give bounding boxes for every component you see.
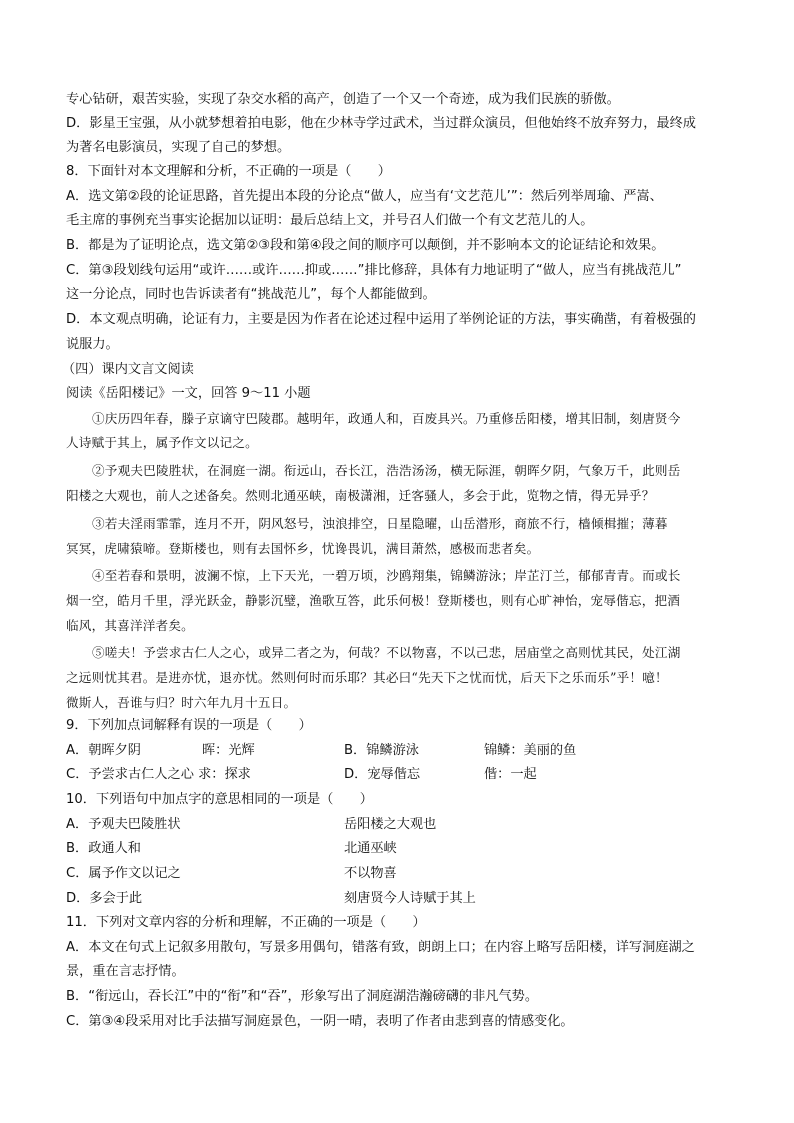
q8-option-a-line-2: 毛主席的事例充当事实论据加以证明：最后总结上文，并号召人们做一个有文艺范儿的人。 [66, 213, 594, 228]
q9-option-a-word: A．朝晖夕阴 [66, 743, 141, 758]
q10-option-a-right: 岳阳楼之大观也 [344, 817, 437, 832]
passage-p2-line-2: 阳楼之大观也，前人之述备矣。然则北通巫峡，南极潇湘，迁客骚人，多会于此，览物之情，得无异乎？ [66, 488, 655, 503]
q11-option-b: B．“衔远山，吞长江”中的“衔”和“吞”，形象写出了洞庭湖浩瀚磅礴的非凡气势。 [66, 989, 539, 1004]
q8-option-d-line-2: 说服力。 [66, 337, 119, 352]
q8-option-a-line-1: A．选文第②段的论证思路，首先提出本段的分论点“做人，应当有‘文艺范儿’”：然后列举周瑜、严嵩、 [66, 189, 663, 204]
q10-option-a-left: A．予观夫巴陵胜状 [66, 817, 181, 832]
q8-option-c-line-2: 这一分论点，同时也告诉读者有“挑战范儿”，每个人都能做到。 [66, 287, 436, 302]
q10-option-b-right: 北通巫峡 [344, 841, 397, 856]
q11-option-a-line-1: A．本文在句式上记叙多用散句，写景多用偶句，错落有致，朗朗上口；在内容上略写岳阳楼，详写洞庭湖之 [66, 940, 695, 955]
option-c-continuation: 专心钻研，艰苦实验，实现了杂交水稻的高产，创造了一个又一个奇迹，成为我们民族的骄傲。 [66, 92, 620, 107]
q9-option-d-word: D．宠辱偕忘 [344, 767, 421, 782]
q10-option-c-right: 不以物喜 [344, 866, 397, 881]
q9-option-c: C．予尝求古仁人之心 求：探求 [66, 767, 251, 782]
passage-p1-line-1: ①庆历四年春，滕子京谪守巴陵郡。越明年，政通人和，百废具兴。乃重修岳阳楼，增其旧制，刻唐贤今 [92, 411, 681, 426]
q10-option-c-left: C．属予作文以记之 [66, 866, 181, 881]
passage-p3-line-1: ③若夫淫雨霏霏，连月不开，阴风怒号，浊浪排空，日星隐曜，山岳潜形，商旅不行，樯倾楫摧；薄暮 [92, 516, 668, 531]
passage-p1-line-2: 人诗赋于其上，属予作文以记之。 [66, 435, 258, 450]
q11-option-c: C．第③④段采用对比手法描写洞庭景色，一阴一晴，表明了作者由悲到喜的情感变化。 [66, 1014, 574, 1029]
q8-option-c-line-1: C．第③段划线句运用“或许……或许……抑或……”排比修辞，具体有力地证明了“做人，应当有挑战范儿” [66, 263, 682, 278]
passage-p4-line-3: 临风，其喜洋洋者矣。 [66, 618, 194, 633]
question-9-stem: 9．下列加点词解释有误的一项是（ ） [66, 718, 312, 733]
q10-option-b-left: B．政通人和 [66, 841, 141, 856]
question-8-stem: 8．下面针对本文理解和分析，不正确的一项是（ ） [66, 164, 391, 179]
passage-p4-line-1: ④至若春和景明，波澜不惊，上下天光，一碧万顷，沙鸥翔集，锦鳞游泳；岸芷汀兰，郁郁青青。而或长 [92, 568, 681, 583]
q9-option-d-gloss: 偕：一起 [484, 767, 537, 782]
passage-p5-line-1: ⑤嗟夫！予尝求古仁人之心，或异二者之为，何哉？不以物喜，不以己悲，居庙堂之高则忧其民，处江湖 [92, 645, 681, 660]
question-11-stem: 11．下列对文章内容的分析和理解，不正确的一项是（ ） [66, 915, 426, 930]
q11-option-a-line-2: 景，重在言志抒情。 [66, 964, 185, 979]
q10-option-d-left: D．多会于此 [66, 891, 143, 906]
option-d-line-2: 为著名电影演员，实现了自己的梦想。 [66, 140, 291, 155]
option-d-line-1: D．影星王宝强，从小就梦想着拍电影，他在少林寺学过武术，当过群众演员，但他始终不放弃努力，最终成 [66, 116, 696, 131]
q10-option-d-right: 刻唐贤今人诗赋于其上 [344, 891, 476, 906]
section-intro: 阅读《岳阳楼记》一文，回答 9～11 小题 [66, 386, 311, 401]
passage-p5-line-3: 微斯人，吾谁与归？时六年九月十五日。 [66, 695, 297, 710]
passage-p4-line-2: 烟一空，皓月千里，浮光跃金，静影沉璧，渔歌互答，此乐何极！登斯楼也，则有心旷神怡，宠辱偕忘，把酒 [66, 593, 681, 608]
passage-p3-line-2: 冥冥，虎啸猿啼。登斯楼也，则有去国怀乡，忧谗畏讥，满目萧然，感极而悲者矣。 [66, 541, 540, 556]
q9-option-b-gloss: 锦鳞：美丽的鱼 [484, 743, 577, 758]
section-heading: （四）课内文言文阅读 [62, 362, 194, 377]
passage-p5-line-2: 之远则忧其君。是进亦忧，退亦忧。然则何时而乐耶？其必曰“先天下之忧而忧，后天下之乐而乐”乎！噫！ [66, 670, 668, 685]
q8-option-d-line-1: D．本文观点明确，论证有力，主要是因为作者在论述过程中运用了举例论证的方法，事实确凿，有着极强的 [66, 312, 696, 327]
q8-option-b: B．都是为了证明论点，选文第②③段和第④段之间的顺序可以颠倒，并不影响本文的论证结论和效果。 [66, 238, 665, 253]
q9-option-a-gloss: 晖：光辉 [202, 743, 255, 758]
question-10-stem: 10．下列语句中加点字的意思相同的一项是（ ） [66, 792, 373, 807]
q9-option-b-word: B．锦鳞游泳 [344, 743, 419, 758]
passage-p2-line-1: ②予观夫巴陵胜状，在洞庭一湖。衔远山，吞长江，浩浩汤汤，横无际涯，朝晖夕阴，气象万千，此则岳 [92, 463, 681, 478]
